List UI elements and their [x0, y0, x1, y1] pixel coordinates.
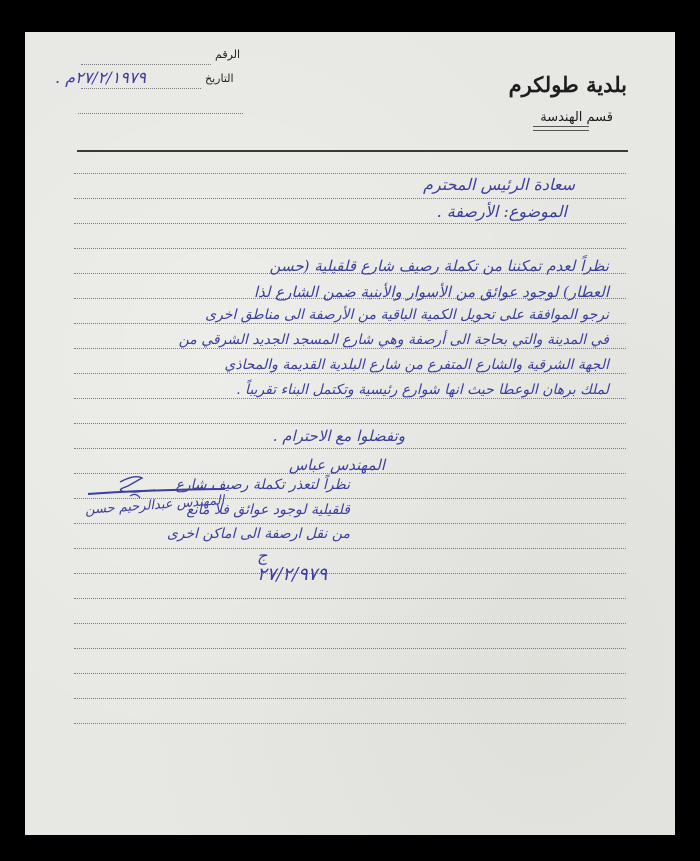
- annotation-line-2: قلقيلية لوجود عوائق فلا مانع: [186, 502, 350, 518]
- date-label: التاريخ: [205, 72, 234, 85]
- subject-line: الموضوع: الأرصفة .: [436, 202, 567, 221]
- number-label: الرقم: [215, 48, 241, 61]
- ruled-line: [74, 673, 626, 674]
- ruled-line: [74, 598, 626, 599]
- ruled-line: [74, 398, 626, 399]
- ruled-line: [74, 548, 626, 549]
- number-line: [81, 64, 211, 65]
- header-rule: [77, 150, 628, 152]
- addressee: سعادة الرئيس المحترم: [423, 175, 575, 194]
- ruled-line: [74, 698, 626, 699]
- ruled-line: [74, 423, 626, 424]
- signatory: المهندس عباس: [288, 456, 385, 474]
- ruled-line: [74, 173, 626, 174]
- ruled-line: [74, 648, 626, 649]
- ruled-line: [74, 723, 626, 724]
- ruled-line: [74, 573, 626, 574]
- annotation-line-3: من نقل ارصفة الى اماكن اخرى: [166, 526, 350, 542]
- body-line-1: نظراً لعدم تمكننا من تكملة رصيف شارع قلقيلية (حسن: [269, 257, 609, 275]
- organization-name: بلدية طولكرم: [508, 72, 627, 97]
- ruled-line: [74, 248, 626, 249]
- body-line-2: العطار) لوجود عوائق من الأسوار والأبنية ضمن الشارع لذا: [253, 283, 609, 301]
- date-line: [81, 88, 201, 89]
- body-line-4: في المدينة والتي بحاجة الى أرصفة وهي شارع المسجد الجديد الشرقي من: [178, 332, 609, 348]
- department-name: قسم الهندسة: [540, 110, 613, 125]
- ruled-line: [74, 623, 626, 624]
- body-line-3: نرجو الموافقة على تحويل الكمية الباقية من الأرصفة الى مناطق اخرى: [205, 307, 609, 323]
- annotation-date: ٢٧/٢/٩٧٩: [257, 564, 328, 585]
- left-signature-name: المهندس عبدالرحيم حسن: [84, 493, 225, 518]
- perforated-edge: [25, 29, 675, 35]
- closing: وتفضلوا مع الاحترام .: [272, 427, 405, 445]
- date-value: ٢٧/٢/١٩٧٩م .: [55, 68, 147, 87]
- ruled-line: [74, 198, 626, 199]
- ruled-line: [74, 373, 626, 374]
- ruled-line: [74, 448, 626, 449]
- ruled-line: [74, 223, 626, 224]
- body-line-5: الجهة الشرقية والشارع المتفرع من شارع البلدية القديمة والمحاذي: [224, 357, 609, 373]
- department-underline: [533, 126, 589, 131]
- letter-paper: [25, 32, 675, 835]
- ruled-line: [74, 523, 626, 524]
- ruled-line: [74, 348, 626, 349]
- annotation-initials: ج: [257, 546, 268, 565]
- ruled-line: [74, 323, 626, 324]
- annotation-line-1: نظراً لتعذر تكملة رصيف شارع: [175, 477, 350, 493]
- body-line-6: لملك برهان الوعطا حيث انها شوارع رئيسية وتكتمل البناء تقريباً .: [236, 382, 609, 398]
- header-extra-line: [78, 113, 243, 114]
